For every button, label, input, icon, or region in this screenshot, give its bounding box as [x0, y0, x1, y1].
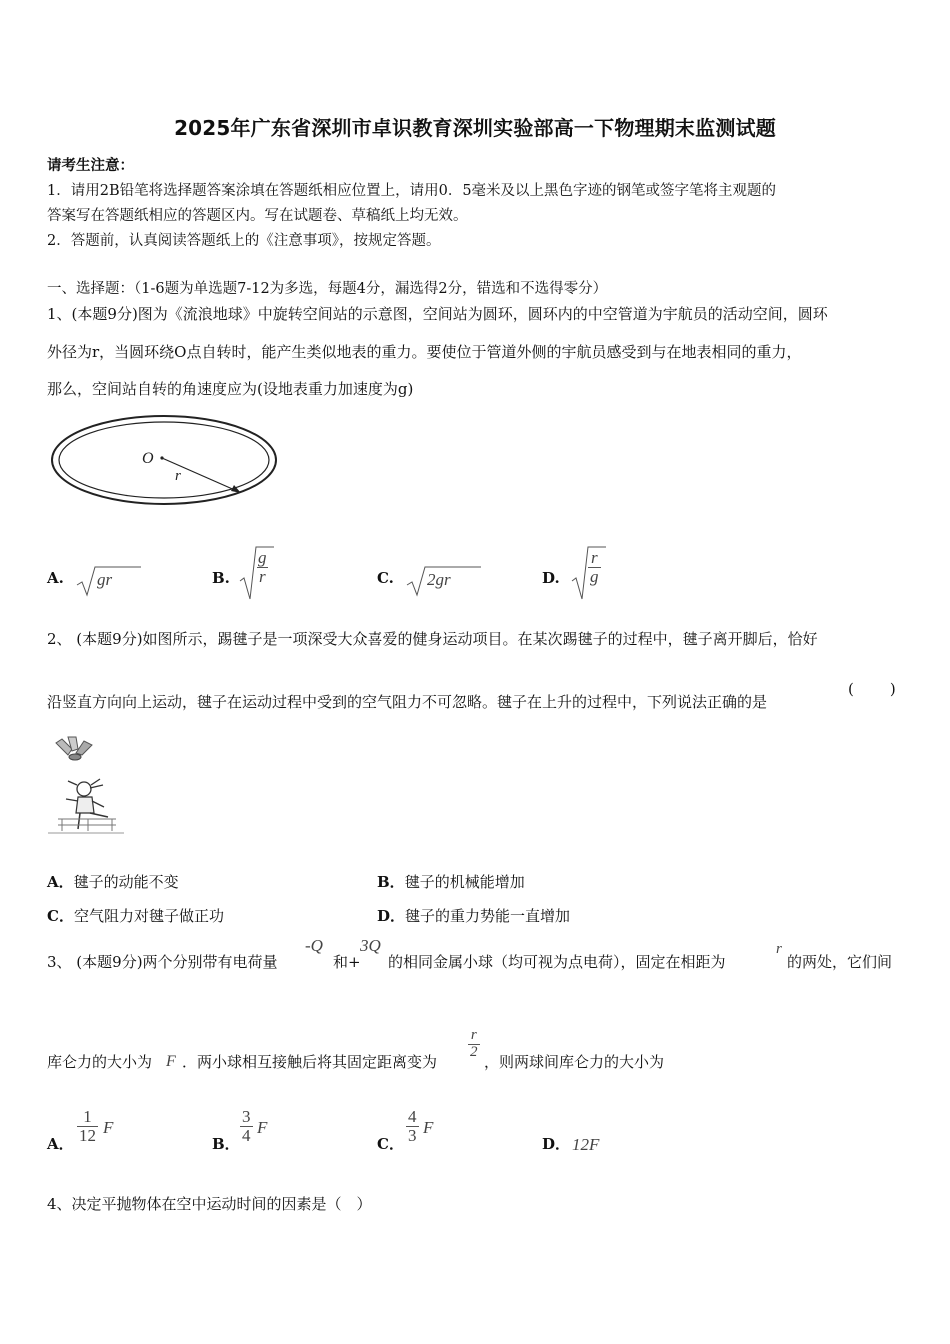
inner-ring [59, 422, 269, 498]
notice-line: 答案写在答题纸相应的答题区内。写在试题卷、草稿纸上均无效。 [47, 208, 468, 224]
option-letter: A． [47, 873, 74, 891]
q3-charge-pos: 3Q [360, 936, 381, 955]
q3-text: 的相同金属小球（均可视为点电荷），固定在相距为 [388, 953, 726, 971]
q2-option-a[interactable] [47, 871, 179, 892]
q3-text: ，则两球间库仑力的大小为 [484, 1053, 665, 1071]
notice-line: 1．请用2B铅笔将选择题答案涂填在答题纸相应位置上，请用0．5毫米及以上黑色字迹的钢笔或签字笔将主观题的 [47, 183, 777, 199]
shuttlecock-figure [48, 733, 124, 837]
q3-distance-fraction: $\frac{r}{2}$ [470, 1027, 478, 1060]
option-fraction: $\frac{g}{r}$ [258, 548, 267, 586]
notice-line: 2．答题前，认真阅读答题纸上的《注意事项》，按规定答题。 [47, 233, 441, 249]
option-letter: D． [542, 1135, 571, 1153]
outer-ring [52, 416, 276, 504]
option-text: 毽子的重力势能一直增加 [405, 907, 571, 925]
option-text: 毽子的机械能增加 [404, 873, 525, 891]
option-letter: A． [47, 1135, 74, 1153]
option-expr: 12F [572, 1135, 600, 1154]
q3-charge-neg: -Q [305, 936, 323, 955]
q1-text: 1、(本题9分)图为《流浪地球》中旋转空间站的示意图，空间站为圆环，圆环内的中空管道为宇航员的活动空间，圆环 [47, 305, 828, 323]
q1-text: 那么，空间站自转的角速度应为(设地表重力加速度为g) [47, 380, 414, 398]
option-fraction: $\frac{1}{12}$ [79, 1107, 96, 1145]
q3-force: F [166, 1053, 176, 1070]
notice-heading: 请考生注意： [47, 157, 134, 174]
q3-text: 库仑力的大小为 [47, 1053, 153, 1071]
option-letter: A. [47, 569, 64, 587]
q2-text: 2、 (本题9分)如图所示，踢毽子是一项深受大众喜爱的健身运动项目。在某次踢毽子的过程中，毽子离开脚后，恰好 [47, 630, 818, 648]
option-letter: B. [212, 569, 230, 587]
option-var: F [103, 1118, 114, 1137]
q2-answer-paren: ( ) [848, 680, 898, 698]
option-letter: B． [212, 1135, 240, 1153]
q3-text: ．两小球相互接触后将其固定距离变为 [182, 1053, 438, 1071]
option-letter: D. [542, 569, 560, 587]
q1-text: 外径为r，当圆环绕O点自转时，能产生类似地表的重力。要使位于管道外侧的宇航员感受到与在地表相同的重力， [47, 343, 802, 361]
q3-text: 和+ [333, 953, 361, 971]
q2-option-d[interactable] [377, 905, 570, 926]
option-letter: B． [377, 873, 405, 891]
option-text: 空气阻力对毽子做正功 [73, 907, 224, 925]
option-fraction: $\frac{4}{3}$ [408, 1107, 417, 1145]
option-expr: gr [97, 570, 113, 589]
q2-text: 沿竖直方向向上运动，毽子在运动过程中受到的空气阻力不可忽略。毽子在上升的过程中，下列说法正确的是 [47, 693, 768, 711]
q2-option-b[interactable] [377, 871, 525, 892]
option-fraction: $\frac{r}{g}$ [590, 548, 599, 586]
option-letter: C． [47, 907, 74, 925]
girl-kicking-icon [48, 779, 124, 833]
option-fraction: $\frac{3}{4}$ [242, 1107, 251, 1145]
option-letter: C. [377, 569, 394, 587]
option-letter: C． [377, 1135, 404, 1153]
space-station-figure [48, 410, 284, 516]
page-title: 2025年广东省深圳市卓识教育深圳实验部高一下物理期末监测试题 [174, 116, 776, 140]
q3-text: 的两处，它们间 [787, 953, 893, 971]
option-letter: D． [377, 907, 406, 925]
q4-text: 4、决定平抛物体在空中运动时间的因素是（ ） [47, 1195, 372, 1213]
option-var: F [257, 1118, 268, 1137]
option-var: F [423, 1118, 434, 1137]
shuttlecock-icon [56, 737, 92, 760]
label-o: O [142, 450, 154, 467]
q3-text: 3、 (本题9分)两个分别带有电荷量 [47, 953, 278, 971]
q2-option-c[interactable] [47, 905, 224, 926]
option-expr: 2gr [427, 570, 451, 589]
option-text: 毽子的动能不变 [73, 873, 179, 891]
radius-line [162, 458, 237, 491]
section-heading: 一、选择题：（1-6题为单选题7-12为多选，每题4分，漏选得2分，错选和不选得零分） [47, 281, 608, 297]
label-r: r [175, 468, 181, 484]
q3-distance: r [776, 941, 782, 957]
